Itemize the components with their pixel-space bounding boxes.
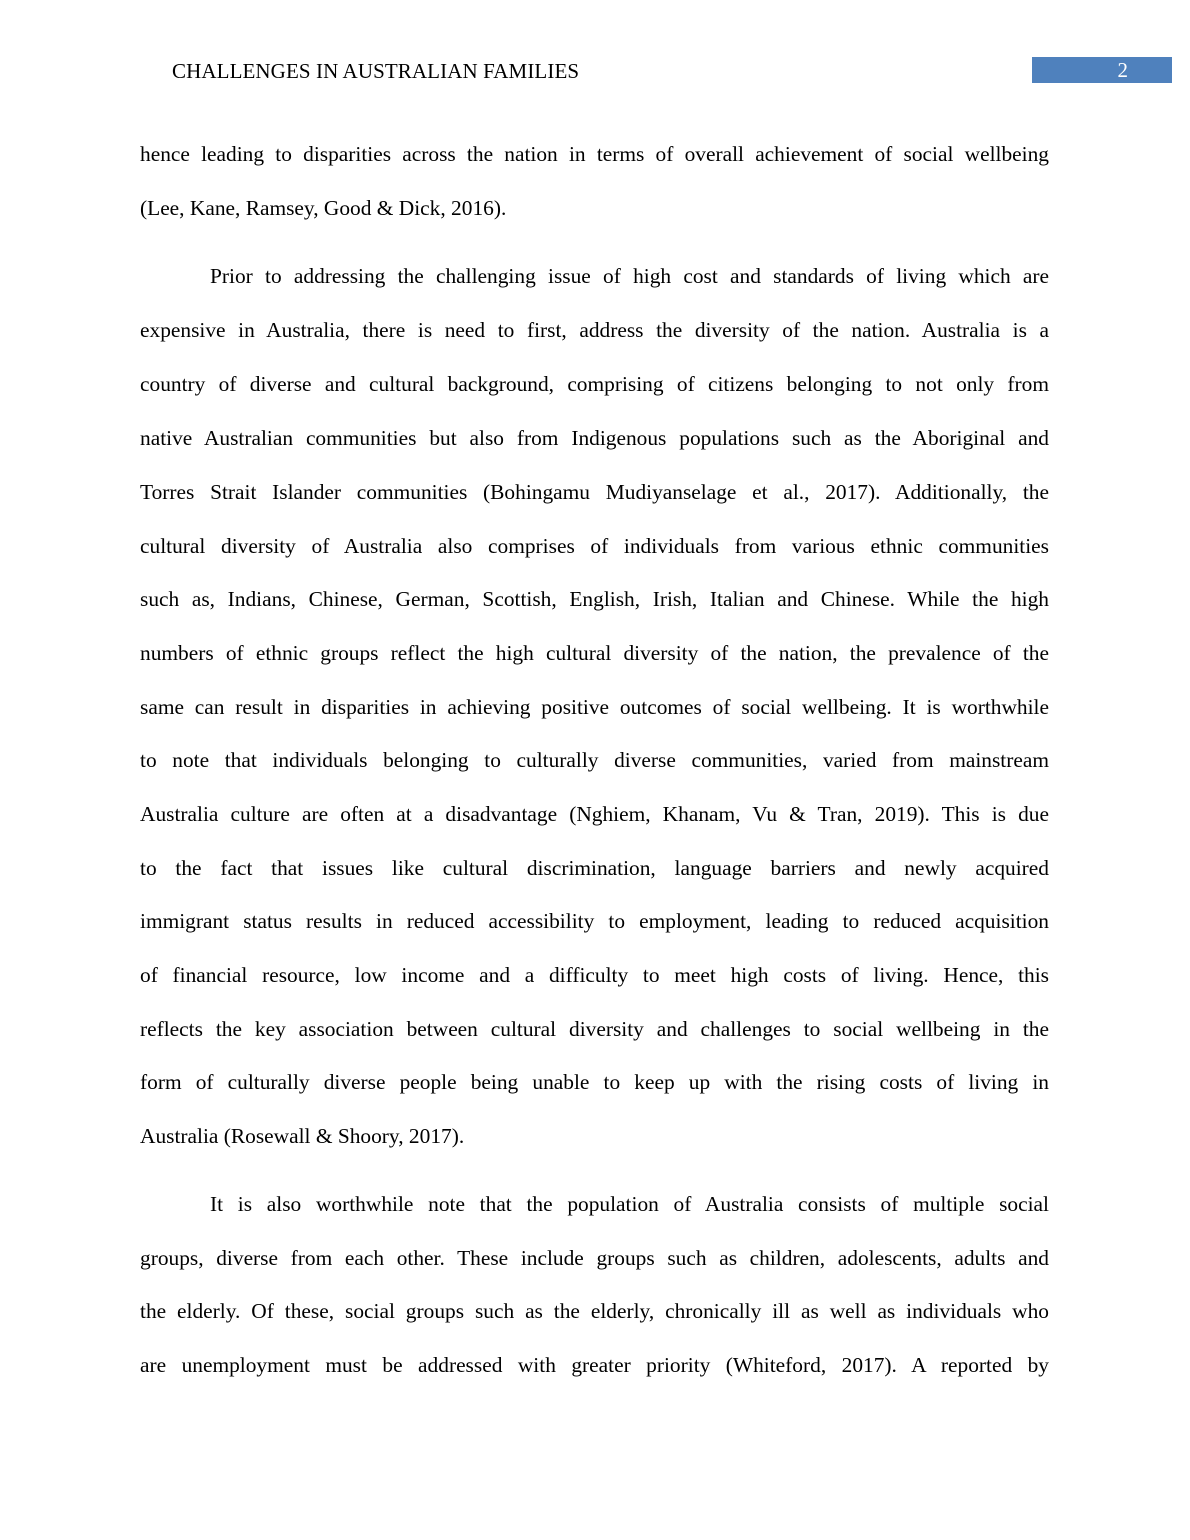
text-line: same can result in disparities in achieving positive outcomes of social wellbeing. It is worthwhile: [140, 695, 1049, 719]
text-line: are unemployment must be addressed with greater priority (Whiteford, 2017). A reported by: [140, 1353, 1049, 1377]
text-line: hence leading to disparities across the nation in terms of overall achievement of social wellbeing: [140, 142, 1049, 166]
text-line: groups, diverse from each other. These include groups such as children, adolescents, adults and: [140, 1246, 1049, 1270]
text-line: to the fact that issues like cultural discrimination, language barriers and newly acquired: [140, 856, 1049, 880]
text-line: (Lee, Kane, Ramsey, Good & Dick, 2016).: [140, 196, 507, 220]
text-line: form of culturally diverse people being unable to keep up with the rising costs of living in: [140, 1070, 1049, 1094]
text-line: numbers of ethnic groups reflect the high cultural diversity of the nation, the prevalence of the: [140, 641, 1049, 665]
text-line: country of diverse and cultural background, comprising of citizens belonging to not only from: [140, 372, 1049, 396]
text-line: native Australian communities but also from Indigenous populations such as the Aboriginal and: [140, 426, 1049, 450]
text-line: Australia (Rosewall & Shoory, 2017).: [140, 1124, 465, 1148]
text-line: of financial resource, low income and a difficulty to meet high costs of living. Hence, this: [140, 963, 1049, 987]
page-number: 2: [1117, 58, 1128, 82]
text-line: cultural diversity of Australia also comprises of individuals from various ethnic communities: [140, 534, 1049, 558]
running-header-title: CHALLENGES IN AUSTRALIAN FAMILIES: [172, 59, 580, 83]
text-line: the elderly. Of these, social groups such as the elderly, chronically ill as well as individuals who: [140, 1299, 1049, 1323]
paragraph-first-line: It is also worthwhile note that the population of Australia consists of multiple social: [210, 1192, 1049, 1216]
paragraph-first-line: Prior to addressing the challenging issue of high cost and standards of living which are: [210, 264, 1049, 288]
text-line: Torres Strait Islander communities (Bohingamu Mudiyanselage et al., 2017). Additionally, the: [140, 480, 1049, 504]
text-line: expensive in Australia, there is need to first, address the diversity of the nation. Australia is a: [140, 318, 1049, 342]
text-line: Australia culture are often at a disadvantage (Nghiem, Khanam, Vu & Tran, 2019). This is due: [140, 802, 1049, 826]
text-line: reflects the key association between cultural diversity and challenges to social wellbeing in the: [140, 1017, 1049, 1041]
text-line: immigrant status results in reduced accessibility to employment, leading to reduced acquisition: [140, 909, 1049, 933]
text-line: to note that individuals belonging to culturally diverse communities, varied from mainstream: [140, 748, 1049, 772]
text-line: such as, Indians, Chinese, German, Scottish, English, Irish, Italian and Chinese. While the high: [140, 587, 1049, 611]
page-number-badge: [1032, 57, 1172, 83]
